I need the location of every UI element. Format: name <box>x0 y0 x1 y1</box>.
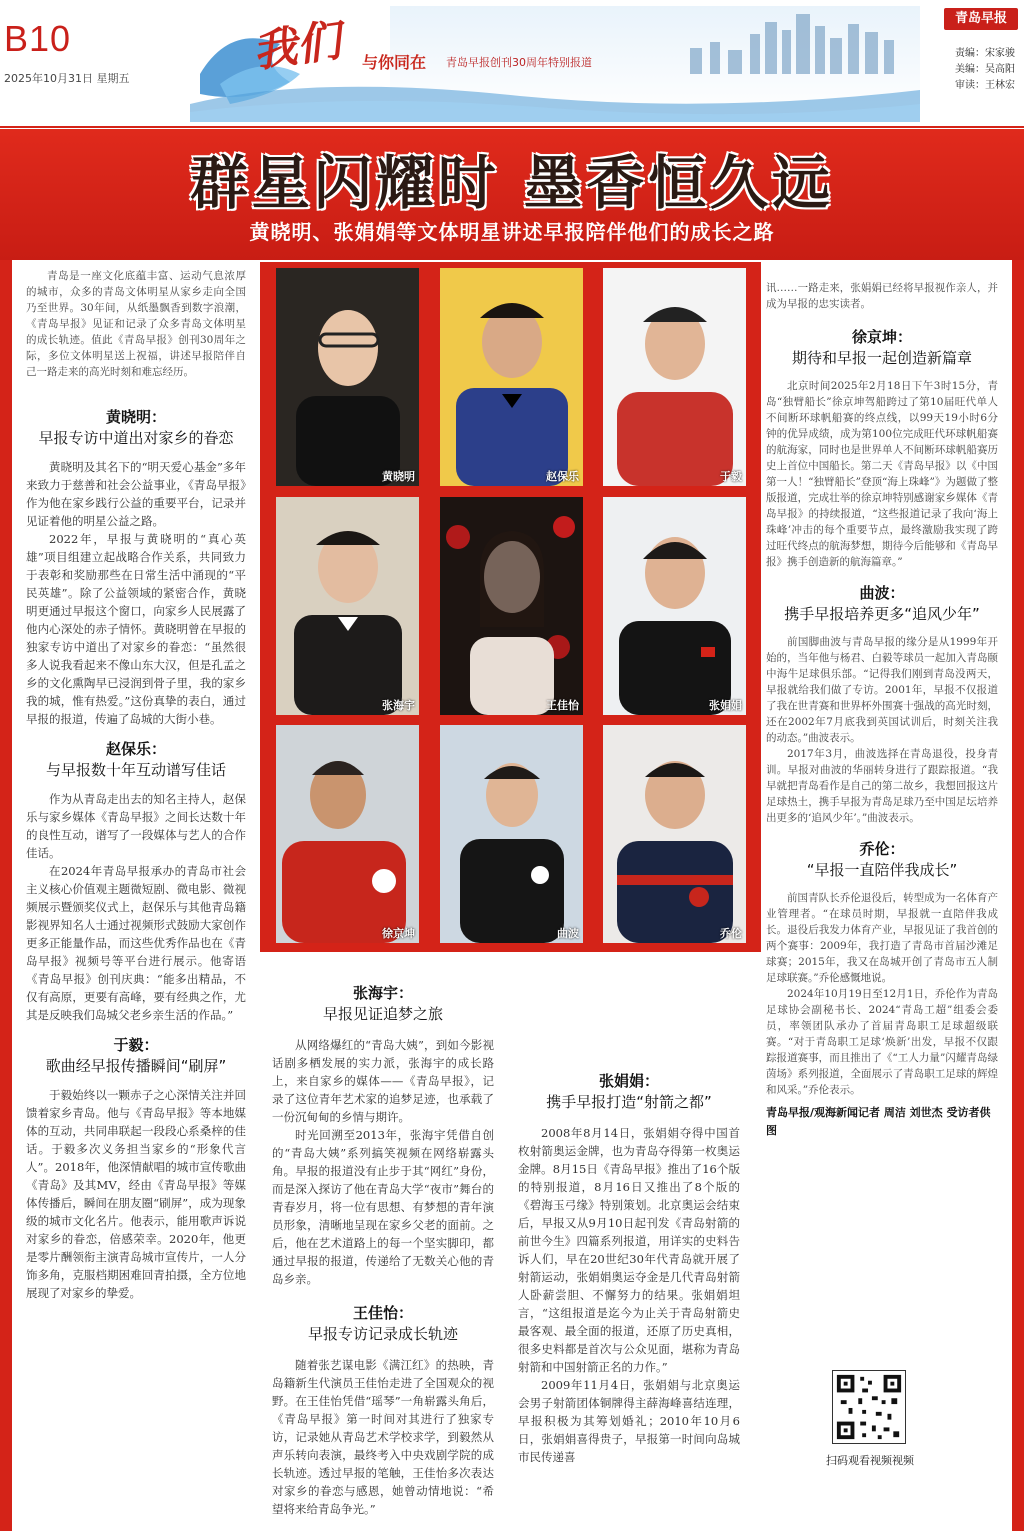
paragraph: 前国青队长乔伦退役后，转型成为一名体育产业管理者。“在球员时期，早报就一直陪伴我成长。退役后我发力体育产业，早报见证了我首创的两个赛事：2009年，我打造了青岛市首届沙滩足球赛；2015年，我又在岛城开创了青岛市五人制足球联赛。”乔伦感慨地说。 <box>766 892 998 984</box>
column-center-left <box>272 982 494 1518</box>
portrait-caption: 曲波 <box>557 927 579 940</box>
paragraph: 于毅始终以一颗赤子之心深情关注并回馈着家乡青岛。他与《青岛早报》等本地媒体的互动，共同串联起一段段心系桑梓的佳话。于毅多次义务担当家乡的“形象代言人”。2018年，他深情献唱的城市宣传歌曲《青岛》及其MV，经由《青岛早报》等媒体传播后，瞬间在朋友圈“刷屏”，成为现象级的城市文化名片。他表示，能用歌声诉说对家乡的眷恋，倍感荣幸。2020年，他更是零片酬领衔主演青岛城市宣传片，一人分饰多角，克服档期困难回青拍摄，全方位地展现了对家乡的挚爱。 <box>26 1088 246 1300</box>
left-red-border <box>0 260 12 1531</box>
designer-credit: 美编：吴高阳 <box>955 64 1015 75</box>
paragraph: 黄晓明及其名下的“明天爱心基金”多年来致力于慈善和社会公益事业，《青岛早报》作为他在家乡践行公益的重要平台，记录并见证着他的明星公益之路。 <box>26 460 246 528</box>
banner-slogan: 与你同在 <box>362 53 427 72</box>
paragraph: 讯……一路走来，张娟娟已经将早报视作亲人，并成为早报的忠实读者。 <box>766 282 998 310</box>
brush-title: 我们 <box>249 15 344 78</box>
page-date: 2025年10月31日 星期五 <box>4 72 130 85</box>
section-name-zhanghy: 张海宇： <box>352 984 413 1002</box>
portrait-caption: 乔伦 <box>720 927 742 940</box>
right-red-border <box>1012 260 1024 1531</box>
banner-series: 青岛早报创刊30周年特别报道 <box>446 56 592 69</box>
qr-code-icon[interactable] <box>832 1370 906 1444</box>
paragraph: 2024年10月19日至12月1日，乔伦作为青岛足球协会副秘书长、2024“青岛工超”组委会委员，率领团队承办了首届青岛职工足球超级联赛。“对于青岛职工足球‘焕新’出发，早报不仅跟踪报道赛事，而且推出了《“工人力量”闪耀青岛绿茵场》系列报道，全面展示了青岛职工足球的辉煌和风采。”乔伦表示。 <box>766 988 998 1096</box>
newspaper-logo: 青岛早报 <box>944 8 1018 30</box>
portrait-caption: 于毅 <box>720 470 742 483</box>
intro-paragraph: 青岛是一座文化底蕴丰富、运动气息浓厚的城市，众多的青岛文体明星从家乡走向全国乃至世界。30年间，从纸墨飘香到数字浪潮，《青岛早报》见证和记录了众多青岛文体明星的成长轨迹。值此《青岛早报》创刊30周年之际，多位文体明星送上祝福，讲述早报陪伴自己一路走来的高光时刻和难忘经历。 <box>26 270 246 378</box>
paragraph: 2009年11月4日，张娟娟与北京奥运会男子射箭团体铜牌得主薛海峰喜结连理，早报积极为其筹划婚礼；2010年10月6日，张娟娟喜得贵子，早报第一时间向岛城市民传递喜 <box>518 1378 740 1464</box>
section-head-zhanghy: 早报见证追梦之旅 <box>322 1005 443 1023</box>
portrait-zhangjj <box>603 497 746 715</box>
section-head-qiao: “早报一直陪伴我成长” <box>806 861 958 879</box>
portrait-xu <box>276 725 419 943</box>
byline: 青岛早报/观海新闻记者 周洁 刘世杰 受访者供图 <box>766 1106 991 1137</box>
portrait-qiao <box>603 725 746 943</box>
portrait-caption: 徐京坤 <box>382 927 415 940</box>
page-number: B10 <box>4 18 72 59</box>
section-name-qu: 曲波： <box>859 584 905 602</box>
paragraph: 前国脚曲波与青岛早报的缘分是从1999年开始的，当年他与杨君、白毅等球员一起加入青岛颐中海牛足球俱乐部。“记得我们刚到青岛没两天，早报就给我们做了专访。2001年，早报不仅报道了我在世青赛和世界杯外围赛十强战的高光时刻，还在2002年7月底我到英国试训后，时刻关注我的动态。”曲波表示。 <box>766 636 998 744</box>
paragraph: 2017年3月，曲波选择在青岛退役，投身青训。早报对曲波的华丽转身进行了跟踪报道。“我早就把青岛看作是自己的第二故乡，我想回报这片足球热土，携手早报为青岛足球乃至中国足坛培养出更多的‘追风少年’。”曲波表示。 <box>766 748 998 824</box>
column-left <box>26 268 246 1302</box>
paragraph: 2008年8月14日，张娟娟夺得中国首枚射箭奥运金牌，也为青岛夺得第一枚奥运金牌。8月15日《青岛早报》推出了16个版的特别报道，8月16日又推出了8个版的《碧海玉弓缘》特别策划。北京奥运会结束后，早报又从9月10日起刊发《青岛射箭的前世今生》四篇系列报道，用详实的史料告诉人们，早在20世纪30年代青岛就开展了射箭运动，张娟娟奥运夺金是几代青岛射箭人卧薪尝胆、不懈努力的结果。张娟娟坦言，“这组报道是迄今为止关于青岛射箭史最客观、最全面的报道，还原了历史真相，很多史料都是首次与公众见面，堪称为青岛射箭和中国射箭正名的力作。” <box>518 1126 740 1374</box>
section-head-wang: 早报专访记录成长轨迹 <box>307 1325 458 1343</box>
portrait-qu <box>440 725 583 943</box>
portrait-caption: 赵保乐 <box>546 470 579 483</box>
portrait-wang <box>440 497 583 715</box>
qr-caption: 扫码观看视频视频 <box>826 1454 914 1467</box>
paragraph: 从网络爆红的“青岛大姨”，到如今影视话剧多栖发展的实力派，张海宇的成长路上，来自家乡的媒体——《青岛早报》，记录了这位青年艺术家的追梦足迹，也承载了一份沉甸甸的乡情与期许。 <box>272 1038 494 1124</box>
column-right <box>766 280 998 1140</box>
section-head-yu: 歌曲经早报传播瞬间“刷屏” <box>45 1057 227 1075</box>
portrait-grid <box>260 262 761 952</box>
paragraph: 北京时间2025年2月18日下午3时15分，青岛“独臂船长”徐京坤驾船跨过了第10届旺代单人不间断环球帆船赛的终点线，以99天19小时6分钟的优异成绩，成为第100位完成旺代环球帆船赛的航海家，同时也是世界单人不间断环球帆船赛历史上首位中国船长。第二天《青岛早报》以《中国第一人！“独臂船长”登顶“海上珠峰”》为题做了整版报道，完成壮举的徐京坤特别感谢家乡媒体《青岛早报》的持续报道，“这些报道记录了我向‘海上珠峰’冲击的每个重要节点，最终激励我实现了跨过旺代终点的航海梦想，期待今后能够和《青岛早报》携手创造新的航海篇章。” <box>766 380 998 568</box>
portrait-caption: 张娟娟 <box>709 699 742 712</box>
paragraph: 作为从青岛走出去的知名主持人，赵保乐与家乡媒体《青岛早报》之间长达数十年的良性互动，谱写了一段媒体与艺人的合作佳话。 <box>26 792 246 860</box>
portrait-zhanghy <box>276 497 419 715</box>
portrait-caption: 黄晓明 <box>382 470 415 483</box>
section-head-zhao: 与早报数十年互动谱写佳话 <box>45 761 226 779</box>
section-name-xu: 徐京坤： <box>851 328 912 346</box>
section-head-qu: 携手早报培养更多“追风少年” <box>784 605 980 623</box>
portrait-huang <box>276 268 419 486</box>
portrait-yu <box>603 268 746 486</box>
portrait-caption: 张海宇 <box>382 699 415 712</box>
portrait-caption: 王佳怡 <box>546 699 579 712</box>
section-name-huang: 黄晓明： <box>105 408 166 426</box>
section-name-zhangjj: 张娟娟： <box>598 1072 659 1090</box>
section-head-zhangjj: 携手早报打造“射箭之都” <box>546 1093 712 1111</box>
proofreader-credit: 审读：王林宏 <box>955 80 1015 91</box>
section-head-xu: 期待和早报一起创造新篇章 <box>791 349 972 367</box>
paragraph: 随着张艺谋电影《满江红》的热映，青岛籍新生代演员王佳怡走进了全国观众的视野。在王佳怡凭借“瑶琴”一角崭露头角后，《青岛早报》第一时间对其进行了独家专访，记录她从青岛艺术学校求学，到毅然从声乐转向表演，最终考入中央戏剧学院的成长轨迹。透过早报的笔触，王佳怡多次表达对家乡的眷恋与感恩，她曾动情地说：“希望将来给青岛争光。” <box>272 1358 494 1516</box>
section-name-zhao: 赵保乐： <box>105 740 166 758</box>
section-name-yu: 于毅： <box>113 1036 159 1054</box>
editor-credit: 责编：宋家骏 <box>955 48 1015 59</box>
main-headline: 群星闪耀时 墨香恒久远 <box>189 149 835 217</box>
sub-headline: 黄晓明、张娟娟等文体明星讲述早报陪伴他们的成长之路 <box>249 220 775 244</box>
portrait-zhao <box>440 268 583 486</box>
section-name-wang: 王佳怡： <box>352 1304 413 1322</box>
section-head-huang: 早报专访中道出对家乡的眷恋 <box>38 429 234 447</box>
paragraph: 时光回溯至2013年，张海宇凭借自创的“青岛大姨”系列搞笑视频在网络崭露头角。早报的报道没有止步于其“网红”身份，而是深入探访了他在青岛大学“夜市”舞台的青春岁月，将一位有思想、有梦想的青年演员形象，清晰地呈现在家乡父老的面前。之后，他在艺术道路上的每一个坚实脚印，都通过早报的报道，传递给了无数关心他的青岛乡亲。 <box>272 1128 494 1286</box>
paragraph: 在2024年青岛早报承办的青岛市社会主义核心价值观主题微短剧、微电影、微视频展示暨颁奖仪式上，赵保乐与其他青岛籍影视界知名人士通过视频形式鼓励大家创作更多正能量作品，而这些优秀作品也在《青岛早报》视频号等平台进行展示。他寄语《青岛早报》创刊庆典：“能多出精品，不仅有高原，更要有高峰，要有经典之作，尤其是反映我们岛城父老乡亲生活的作品。” <box>26 864 246 1022</box>
column-center-right <box>518 1070 740 1466</box>
section-name-qiao: 乔伦： <box>859 840 905 858</box>
paragraph: 2022年，早报与黄晓明的“真心英雄”项目组建立起战略合作关系，共同致力于表彰和奖励那些在日常生活中涌现的“平民英雄”。除了公益领域的紧密合作，黄晓明更通过早报这个窗口，向家乡人民展露了他内心深处的赤子情怀。黄晓明曾在早报的独家专访中道出了对家乡的眷恋：“虽然很多人说我看起来不像山东大汉，但是孔孟之乡的文化熏陶早已浸润到骨子里，我的家乡我的城，惟有热爱。”这份真挚的表白，通过早报的报道，传遍了岛城的大街小巷。 <box>26 532 246 726</box>
